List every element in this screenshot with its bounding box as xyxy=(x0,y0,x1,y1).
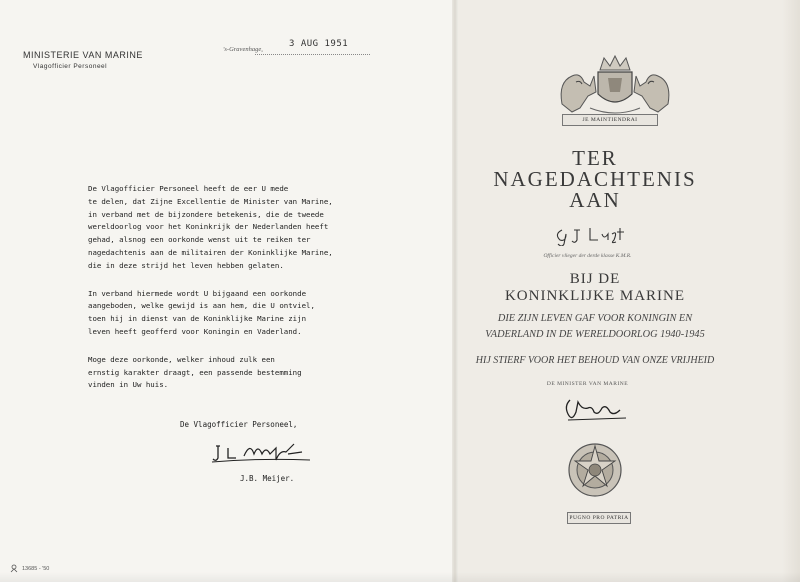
printer-mark-icon xyxy=(10,564,18,573)
dedication-line-1: DIE ZIJN LEVEN GAF VOOR KONINGIN EN xyxy=(497,313,693,324)
title-line-3: AAN xyxy=(569,188,621,212)
date-stamp: 3 AUG 1951 xyxy=(289,39,349,49)
signer-name: J.B. Meijer. xyxy=(240,474,295,483)
date-line xyxy=(255,54,370,55)
rank-text: Officier vlieger der derde klasse K.M.R. xyxy=(543,253,632,259)
letter-paragraph: De Vlagofficier Personeel heeft de eer U mede te delen, dat Zijne Excellentie de Minister van Marine, in verband met de bijzondere betekenis, die de tweede wereldoorlog voor het Koninkrijk der Nederlanden heeft gehad, alsnog een oorkonde wenst uit te reiken ter nagedachtenis aan de militairen der Koninklijke Marine, die in deze strijd het leven hebben gelaten. xyxy=(88,184,333,270)
department-name: Vlagofficier Personeel xyxy=(33,63,108,70)
heading-line-1: BIJ DE xyxy=(569,271,621,287)
print-code: 13685 - '50 xyxy=(22,566,50,572)
navy-emblem-icon xyxy=(565,441,625,499)
motto-banner-bottom: PUGNO PRO PATRIA xyxy=(567,512,631,524)
letter-closing: De Vlagofficier Personeel, xyxy=(180,420,298,429)
title-line-2: NAGEDACHTENIS xyxy=(493,167,697,191)
minister-signature xyxy=(560,394,630,424)
handwritten-name xyxy=(550,222,640,246)
motto-banner-top: JE MAINTIENDRAI xyxy=(562,114,658,126)
letterhead xyxy=(23,50,143,70)
royal-coat-of-arms-icon xyxy=(550,52,680,122)
memorial-certificate xyxy=(455,0,800,582)
ministry-name: MINISTERIE VAN MARINE xyxy=(23,50,143,60)
letter-body xyxy=(88,183,353,407)
title-line-1: TER xyxy=(572,146,618,170)
place-label: 's-Gravenhage, xyxy=(223,46,263,53)
dedication-line-2: VADERLAND IN DE WERELDOORLOG 1940-1945 xyxy=(485,329,705,340)
minister-label: DE MINISTER VAN MARINE xyxy=(546,381,629,387)
letter-paragraph: In verband hiermede wordt U bijgaand een oorkonde aangeboden, welke gewijd is aan hem, die U ontviel, toen hij in dienst van de Koninklijke Marine zijn leven heeft geofferd voor Koningin en Vaderland. xyxy=(88,288,315,336)
letter-paragraph: Moge deze oorkonde, welker inhoud zulk een ernstig karakter draagt, een passende bestemming vinden in Uw huis. xyxy=(88,354,302,390)
signature-meijer xyxy=(210,438,315,464)
heading-line-2: KONINKLIJKE MARINE xyxy=(504,288,686,304)
dedication-line-3: HIJ STIERF VOOR HET BEHOUD VAN ONZE VRIJHEID xyxy=(475,355,715,366)
